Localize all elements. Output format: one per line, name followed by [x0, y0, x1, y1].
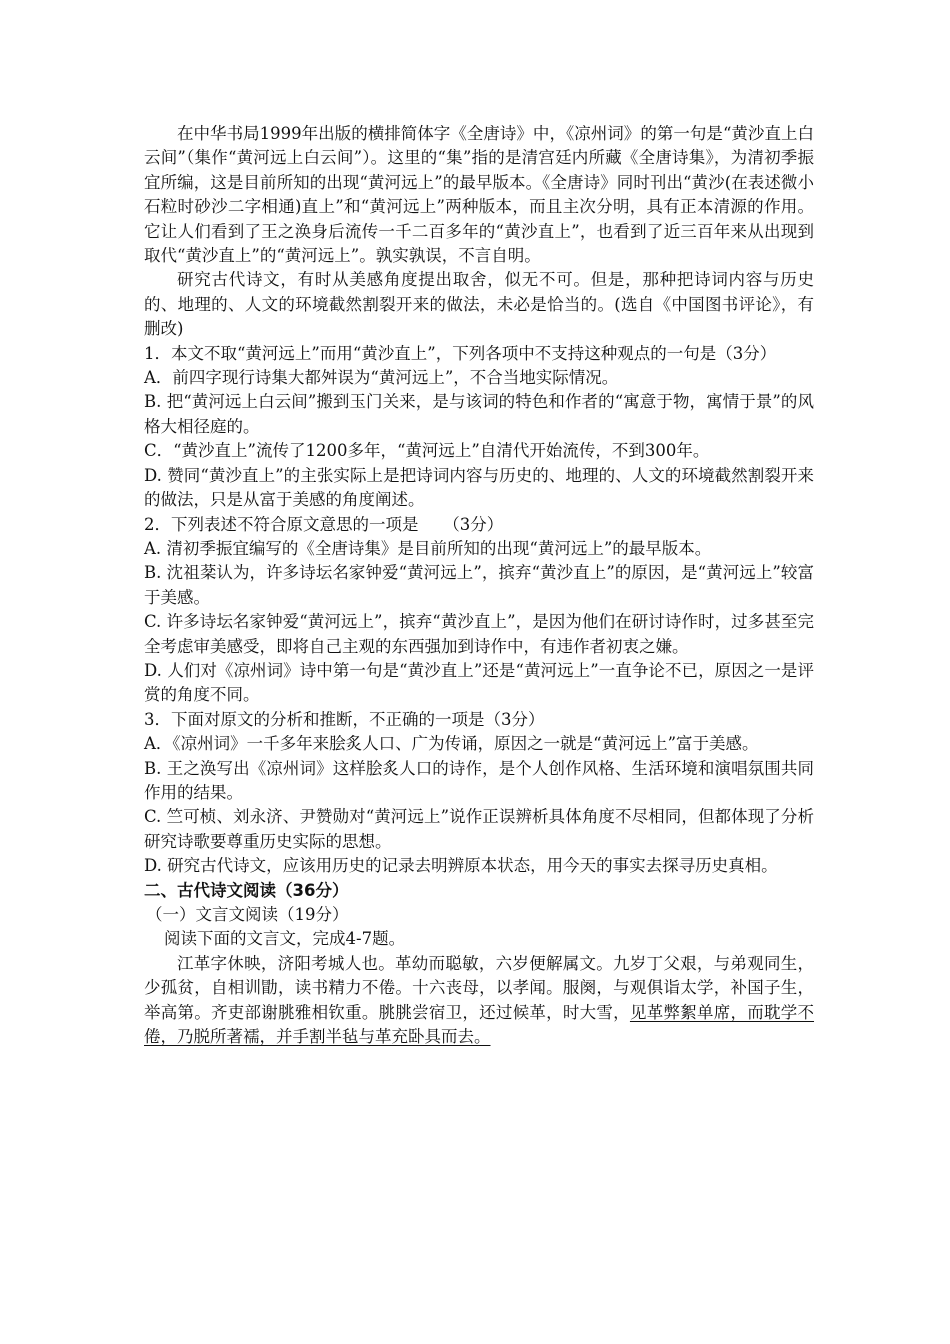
- section-2-title: 二、古代诗文阅读（36分）: [144, 880, 349, 900]
- classical-text-underlined: 见革弊絮单席，而耽学不倦，乃脱所著襦，并手割半毡与革充卧具而去。: [144, 1002, 815, 1047]
- question-2-stem: 2．下列表述不符合原文意思的一项是 （3分）: [144, 514, 504, 534]
- question-3-option-b: B. 王之涣写出《凉州词》这样脍炙人口的诗作，是个人创作风格、生活环境和演唱氛围共同作用的结果。: [144, 758, 814, 802]
- question-3: [144, 708, 814, 879]
- question-1-option-b: B. 把“黄河远上白云间”搬到玉门关来，是与该词的特色和作者的“寓意于物，寓情于景”的风格大相径庭的。: [144, 392, 814, 436]
- section-2-instruction: 阅读下面的文言文，完成4-7题。: [164, 929, 406, 949]
- question-3-option-d: D. 研究古代诗文，应该用历史的记录去明辨原本状态，用今天的事实去探寻历史真相。: [144, 856, 778, 876]
- passage-paragraph-1: 在中华书局1999年出版的横排简体字《全唐诗》中，《凉州词》的第一句是“黄沙直上白云间”（集作“黄河远上白云间”）。这里的“集”指的是清宫廷内所藏《全唐诗集》，为清初季振宜所编，这是目前所知的出现“黄河远上”的最早版本。《全唐诗》同时刊出“黄沙(在表述微小石粒时砂沙二字相通)直上”和“黄河远上”两种版本，而且主次分明，具有正本清源的作用。它让人们看到了王之涣身后流传一千二百多年的“黄沙直上”，也看到了近三百年来从出现到取代“黄沙直上”的“黄河远上”。孰实孰误，不言自明。: [144, 124, 814, 266]
- question-2-option-b: B. 沈祖棻认为，许多诗坛名家钟爱“黄河远上”，摈弃“黄沙直上”的原因，是“黄河远上”较富于美感。: [144, 563, 814, 607]
- classical-text-body: 江革字休映，济阳考城人也。革幼而聪敏，六岁便解属文。九岁丁父艰，与弟观同生，少孤贫，自相训勖，读书精力不倦。十六丧母，以孝闻。服阕，与观俱诣太学，补国子生，举高第。齐吏部谢朓雅相钦重。朓朓尝宿卫，还过候革，时大雪，: [144, 953, 814, 1022]
- question-3-option-c: C. 竺可桢、刘永济、尹赞勋对“黄河远上”说作正误辨析具体角度不尽相同，但都体现了分析研究诗歌要尊重历史实际的思想。: [144, 807, 814, 851]
- question-1-option-c: C．“黄沙直上”流传了1200多年，“黄河远上”自清代开始流传，不到300年。: [144, 441, 710, 461]
- passage-paragraph-2: 研究古代诗文，有时从美感角度提出取舍，似无不可。但是，那种把诗词内容与历史的、地理的、人文的环境截然割裂开来的做法，未必是恰当的。(选自《中国图书评论》，有删改): [144, 270, 814, 339]
- document-page: [144, 122, 814, 1049]
- section-2-subtitle: （一）文言文阅读（19分）: [146, 905, 349, 924]
- question-2-option-c: C. 许多诗坛名家钟爱“黄河远上”，摈弃“黄沙直上”，是因为他们在研讨诗作时，过多甚至完全考虑审美感受，即将自己主观的东西强加到诗作中，有违作者初衷之嫌。: [144, 612, 814, 656]
- question-1-option-a: A．前四字现行诗集大都舛误为“黄河远上”，不合当地实际情况。: [144, 368, 619, 388]
- question-1-option-d: D. 赞同“黄沙直上”的主张实际上是把诗词内容与历史的、地理的、人文的环境截然割裂开来的做法，只是从富于美感的角度阐述。: [144, 465, 814, 510]
- question-1: [144, 342, 814, 513]
- question-1-stem: 1．本文不取“黄河远上”而用“黄沙直上”，下列各项中不支持这种观点的一句是（3分）: [144, 343, 777, 363]
- question-2-option-d: D. 人们对《凉州词》诗中第一句是“黄沙直上”还是“黄河远上”一直争论不已，原因之一是评赏的角度不同。: [144, 660, 814, 705]
- question-3-option-a: A．《凉州词》一千多年来脍炙人口、广为传诵，原因之一就是“黄河远上”富于美感。: [144, 734, 759, 754]
- question-2-option-a: A. 清初季振宜编写的《全唐诗集》是目前所知的出现“黄河远上”的最早版本。: [144, 538, 712, 558]
- question-2: [144, 513, 814, 708]
- classical-text: [144, 952, 814, 1050]
- question-3-stem: 3．下面对原文的分析和推断，不正确的一项是（3分）: [144, 709, 545, 729]
